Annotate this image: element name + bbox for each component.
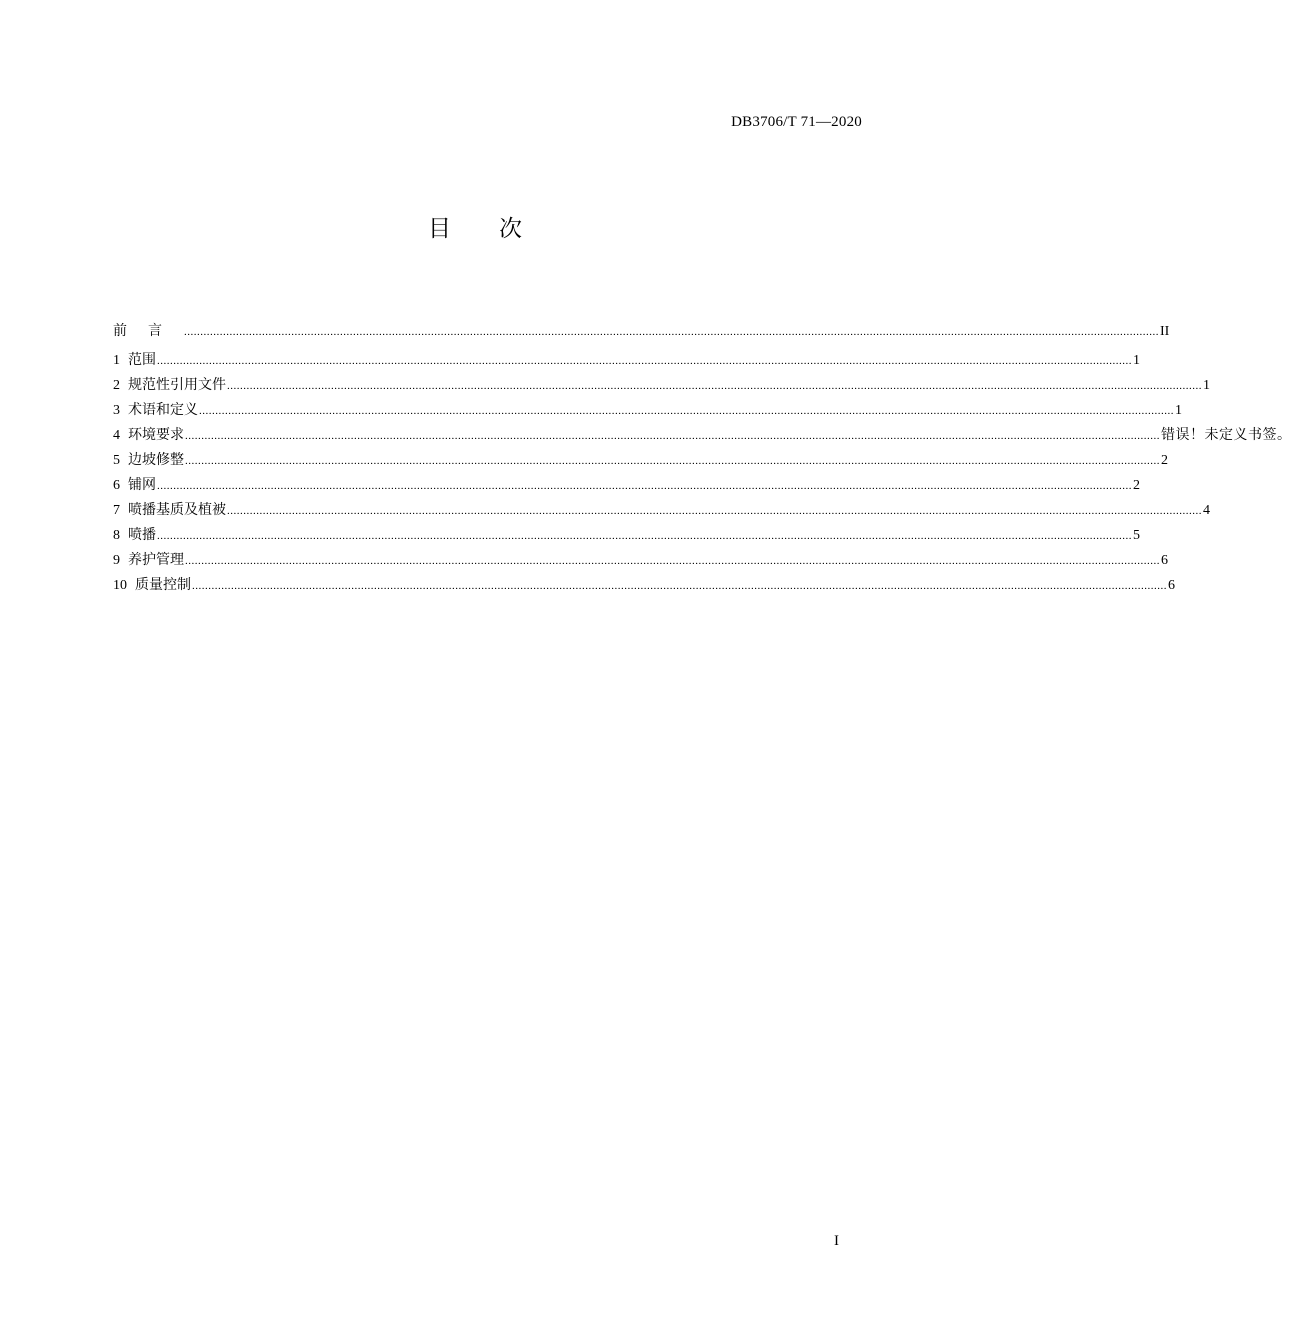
toc-entry-label: 铺网 bbox=[128, 477, 156, 493]
toc-entry-spraying[interactable] bbox=[113, 524, 1140, 549]
toc-entry-scope[interactable] bbox=[113, 349, 1140, 374]
dot-leader: ............................................................................................................................................................................................................................................................................................................ bbox=[199, 405, 1174, 417]
dot-leader: ............................................................................................................................................................................................................................................................................................................ bbox=[227, 505, 1202, 517]
toc-entry-label: 术语和定义 bbox=[128, 402, 198, 418]
toc-entry-environment[interactable] bbox=[113, 424, 1292, 449]
toc-entry-label: 范围 bbox=[128, 352, 156, 368]
toc-entry-netting[interactable] bbox=[113, 474, 1140, 499]
toc-entry-substrate-vegetation[interactable] bbox=[113, 499, 1210, 524]
toc-entry-label: 前言 bbox=[113, 323, 183, 339]
table-of-contents bbox=[113, 320, 1292, 599]
toc-entry-number: 10 bbox=[113, 578, 127, 593]
dot-leader: ............................................................................................................................................................................................................................................................................................................ bbox=[184, 326, 1159, 338]
dot-leader: ............................................................................................................................................................................................................................................................................................................ bbox=[192, 580, 1167, 592]
toc-entry-number: 4 bbox=[113, 428, 120, 443]
dot-leader: ............................................................................................................................................................................................................................................................................................................ bbox=[185, 555, 1160, 567]
toc-entry-number: 5 bbox=[113, 453, 120, 468]
toc-entry-page: 1 bbox=[1175, 403, 1182, 418]
toc-entry-number: 6 bbox=[113, 478, 120, 493]
toc-entry-number: 2 bbox=[113, 378, 120, 393]
dot-leader: ............................................................................................................................................................................................................................................................................................................ bbox=[157, 530, 1132, 542]
toc-entry-label: 规范性引用文件 bbox=[128, 377, 226, 393]
toc-entry-preface[interactable] bbox=[113, 320, 1170, 349]
toc-entry-normative-references[interactable] bbox=[113, 374, 1210, 399]
toc-entry-label: 喷播 bbox=[128, 527, 156, 543]
toc-entry-page: 6 bbox=[1161, 553, 1168, 568]
toc-entry-maintenance[interactable] bbox=[113, 549, 1168, 574]
toc-entry-page: 6 bbox=[1168, 578, 1175, 593]
document-code: DB3706/T 71—2020 bbox=[731, 114, 862, 130]
toc-entry-label: 质量控制 bbox=[135, 577, 191, 593]
toc-entry-label: 边坡修整 bbox=[128, 452, 184, 468]
dot-leader: ............................................................................................................................................................................................................................................................................................................ bbox=[227, 380, 1202, 392]
toc-entry-number: 3 bbox=[113, 403, 120, 418]
toc-entry-slope-trimming[interactable] bbox=[113, 449, 1168, 474]
toc-entry-page: 2 bbox=[1161, 453, 1168, 468]
toc-entry-page: 2 bbox=[1133, 478, 1140, 493]
toc-entry-page: 1 bbox=[1133, 353, 1140, 368]
dot-leader: ............................................................................................................................................................................................................................................................................................................ bbox=[185, 430, 1160, 442]
page-title bbox=[0, 210, 950, 243]
dot-leader: ............................................................................................................................................................................................................................................................................................................ bbox=[185, 455, 1160, 467]
toc-entry-page: 5 bbox=[1133, 528, 1140, 543]
dot-leader: ............................................................................................................................................................................................................................................................................................................ bbox=[157, 480, 1132, 492]
toc-entry-label: 环境要求 bbox=[128, 427, 184, 443]
toc-entry-number: 1 bbox=[113, 353, 120, 368]
dot-leader: ............................................................................................................................................................................................................................................................................................................ bbox=[157, 355, 1132, 367]
toc-entry-terms-definitions[interactable] bbox=[113, 399, 1182, 424]
title-char-1: 目 bbox=[428, 216, 451, 242]
toc-entry-number: 9 bbox=[113, 553, 120, 568]
toc-entry-number: 8 bbox=[113, 528, 120, 543]
toc-entry-label: 喷播基质及植被 bbox=[128, 502, 226, 518]
toc-entry-page-error: 错误！未定义书签。 bbox=[1161, 427, 1292, 443]
title-char-2: 次 bbox=[499, 216, 522, 242]
toc-entry-page: II bbox=[1160, 324, 1170, 339]
toc-entry-page: 1 bbox=[1203, 378, 1210, 393]
toc-entry-number: 7 bbox=[113, 503, 120, 518]
toc-entry-page: 4 bbox=[1203, 503, 1210, 518]
page-number: I bbox=[834, 1233, 839, 1249]
toc-entry-quality-control[interactable] bbox=[113, 574, 1175, 599]
toc-entry-label: 养护管理 bbox=[128, 552, 184, 568]
